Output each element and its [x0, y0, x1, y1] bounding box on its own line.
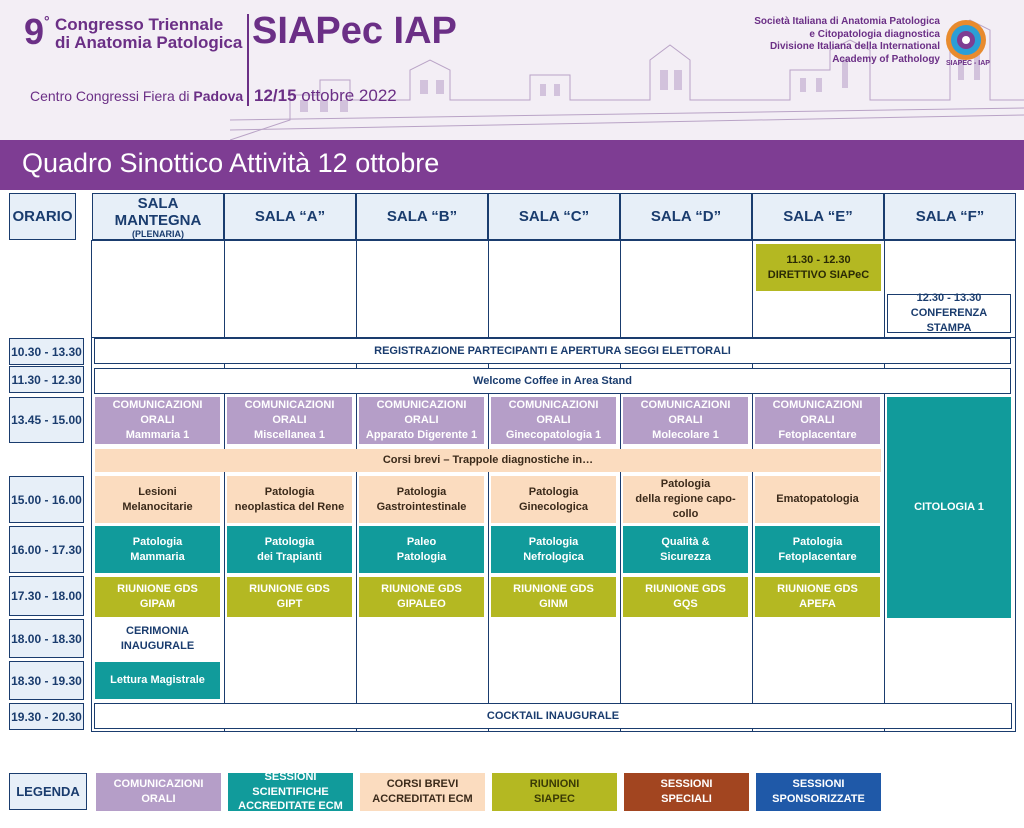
- event-corso-breve[interactable]: Lesioni Melanocitarie: [95, 476, 220, 523]
- event-conferenza-stampa[interactable]: 12.30 - 13.30 CONFERENZA STAMPA: [887, 294, 1011, 333]
- grid-line: [224, 240, 225, 732]
- venue: Centro Congressi Fiera di Padova: [30, 88, 244, 104]
- event-sessione-scientifica[interactable]: Patologia Fetoplacentare: [755, 526, 880, 573]
- time-slot: 16.00 - 17.30: [9, 526, 84, 573]
- congress-title-line2: di Anatomia Patologica: [55, 33, 243, 52]
- time-slot: 13.45 - 15.00: [9, 397, 84, 443]
- event-cerimonia-inaugurale[interactable]: CERIMONIA INAUGURALE: [120, 625, 195, 652]
- legend-item-sessioni-speciali: SESSIONI SPECIALI: [624, 773, 749, 811]
- brand-title: SIAPec IAP: [252, 10, 457, 52]
- header-divider: [247, 14, 249, 106]
- event-comunicazioni-orali[interactable]: COMUNICAZIONI ORALI Molecolare 1: [623, 397, 748, 444]
- grid-line: [620, 240, 621, 732]
- congress-title-line1: Congresso Triennale: [55, 15, 224, 34]
- corsi-brevi-header: Corsi brevi – Trappole diagnostiche in…: [95, 449, 881, 472]
- event-comunicazioni-orali[interactable]: COMUNICAZIONI ORALI Ginecopatologia 1: [491, 397, 616, 444]
- grid-line: [488, 240, 489, 732]
- legend-item-riunioni: RIUNIONI SIAPEC: [492, 773, 617, 811]
- event-sessione-scientifica[interactable]: Qualità & Sicurezza: [623, 526, 748, 573]
- legend-item-sessioni-sponsorizzate: SESSIONI SPONSORIZZATE: [756, 773, 881, 811]
- event-comunicazioni-orali[interactable]: COMUNICAZIONI ORALI Miscellanea 1: [227, 397, 352, 444]
- column-header-sala-c: SALA “C”: [488, 193, 620, 240]
- event-comunicazioni-orali[interactable]: COMUNICAZIONI ORALI Fetoplacentare: [755, 397, 880, 444]
- event-cocktail-inaugurale[interactable]: COCKTAIL INAUGURALE: [94, 703, 1012, 729]
- time-slot: 17.30 - 18.00: [9, 576, 84, 616]
- column-header-sala-e: SALA “E”: [752, 193, 884, 240]
- event-corso-breve[interactable]: Patologia Ginecologica: [491, 476, 616, 523]
- event-corso-breve[interactable]: Ematopatologia: [755, 476, 880, 523]
- column-header-sala-a: SALA “A”: [224, 193, 356, 240]
- grid-line: [884, 240, 885, 732]
- legend-item-corsi-brevi: CORSI BREVI ACCREDITATI ECM: [360, 773, 485, 811]
- logo-caption: SIAPEC - IAP: [946, 60, 990, 67]
- event-welcome-coffee[interactable]: Welcome Coffee in Area Stand: [94, 368, 1011, 394]
- grid-line: [356, 240, 357, 732]
- legend-item-comunicazioni-orali: COMUNICAZIONI ORALI: [96, 773, 221, 811]
- legend-title: LEGENDA: [9, 773, 87, 810]
- event-riunione-gds[interactable]: RIUNIONE GDS GINM: [491, 577, 616, 617]
- event-comunicazioni-orali[interactable]: COMUNICAZIONI ORALI Mammaria 1: [95, 397, 220, 444]
- column-header-sala-b: SALA “B”: [356, 193, 488, 240]
- column-header-sala-d: SALA “D”: [620, 193, 752, 240]
- event-citologia[interactable]: CITOLOGIA 1: [887, 397, 1011, 618]
- event-riunione-gds[interactable]: RIUNIONE GDS GIPAM: [95, 577, 220, 617]
- time-slot: 19.30 - 20.30: [9, 703, 84, 730]
- event-riunione-gds[interactable]: RIUNIONE GDS GQS: [623, 577, 748, 617]
- event-sessione-scientifica[interactable]: Patologia dei Trapianti: [227, 526, 352, 573]
- column-header-orario: ORARIO: [9, 193, 76, 240]
- time-slot: 10.30 - 13.30: [9, 338, 84, 365]
- time-slot: 15.00 - 16.00: [9, 476, 84, 523]
- event-registrazione[interactable]: REGISTRAZIONE PARTECIPANTI E APERTURA SEGGI ELETTORALI: [94, 338, 1011, 364]
- grid-line: [752, 240, 753, 732]
- event-riunione-gds[interactable]: RIUNIONE GDS APEFA: [755, 577, 880, 617]
- event-riunione-gds[interactable]: RIUNIONE GDS GIPT: [227, 577, 352, 617]
- siapec-logo-icon: [944, 18, 988, 62]
- event-sessione-scientifica[interactable]: Patologia Mammaria: [95, 526, 220, 573]
- legend-item-sessioni-scientifiche: SESSIONI SCIENTIFICHE ACCREDITATE ECM: [228, 773, 353, 811]
- page-title: Quadro Sinottico Attività 12 ottobre: [22, 148, 440, 178]
- congress-dates: 12/15 ottobre 2022: [254, 86, 397, 105]
- edition-number: 9°: [24, 11, 50, 52]
- event-sessione-scientifica[interactable]: Patologia Nefrologica: [491, 526, 616, 573]
- event-corso-breve[interactable]: Patologia Gastrointestinale: [359, 476, 484, 523]
- time-slot: 11.30 - 12.30: [9, 366, 84, 393]
- society-description: Società Italiana di Anatomia Patologica e Citopatologia diagnostica Divisione Italiana della International Academy of Pathology: [754, 16, 940, 65]
- event-riunione-gds[interactable]: RIUNIONE GDS GIPALEO: [359, 577, 484, 617]
- event-comunicazioni-orali[interactable]: COMUNICAZIONI ORALI Apparato Digerente 1: [359, 397, 484, 444]
- column-header-mantegna: SALA MANTEGNA (PLENARIA): [92, 193, 224, 240]
- time-slot: 18.30 - 19.30: [9, 661, 84, 700]
- time-slot: 18.00 - 18.30: [9, 619, 84, 658]
- event-direttivo[interactable]: 11.30 - 12.30 DIRETTIVO SIAPeC: [756, 244, 881, 291]
- event-corso-breve[interactable]: Patologia neoplastica del Rene: [227, 476, 352, 523]
- column-header-sala-f: SALA “F”: [884, 193, 1016, 240]
- event-sessione-scientifica[interactable]: Paleo Patologia: [359, 526, 484, 573]
- event-lettura-magistrale[interactable]: Lettura Magistrale: [95, 662, 220, 699]
- event-corso-breve[interactable]: Patologia della regione capo-collo: [623, 476, 748, 523]
